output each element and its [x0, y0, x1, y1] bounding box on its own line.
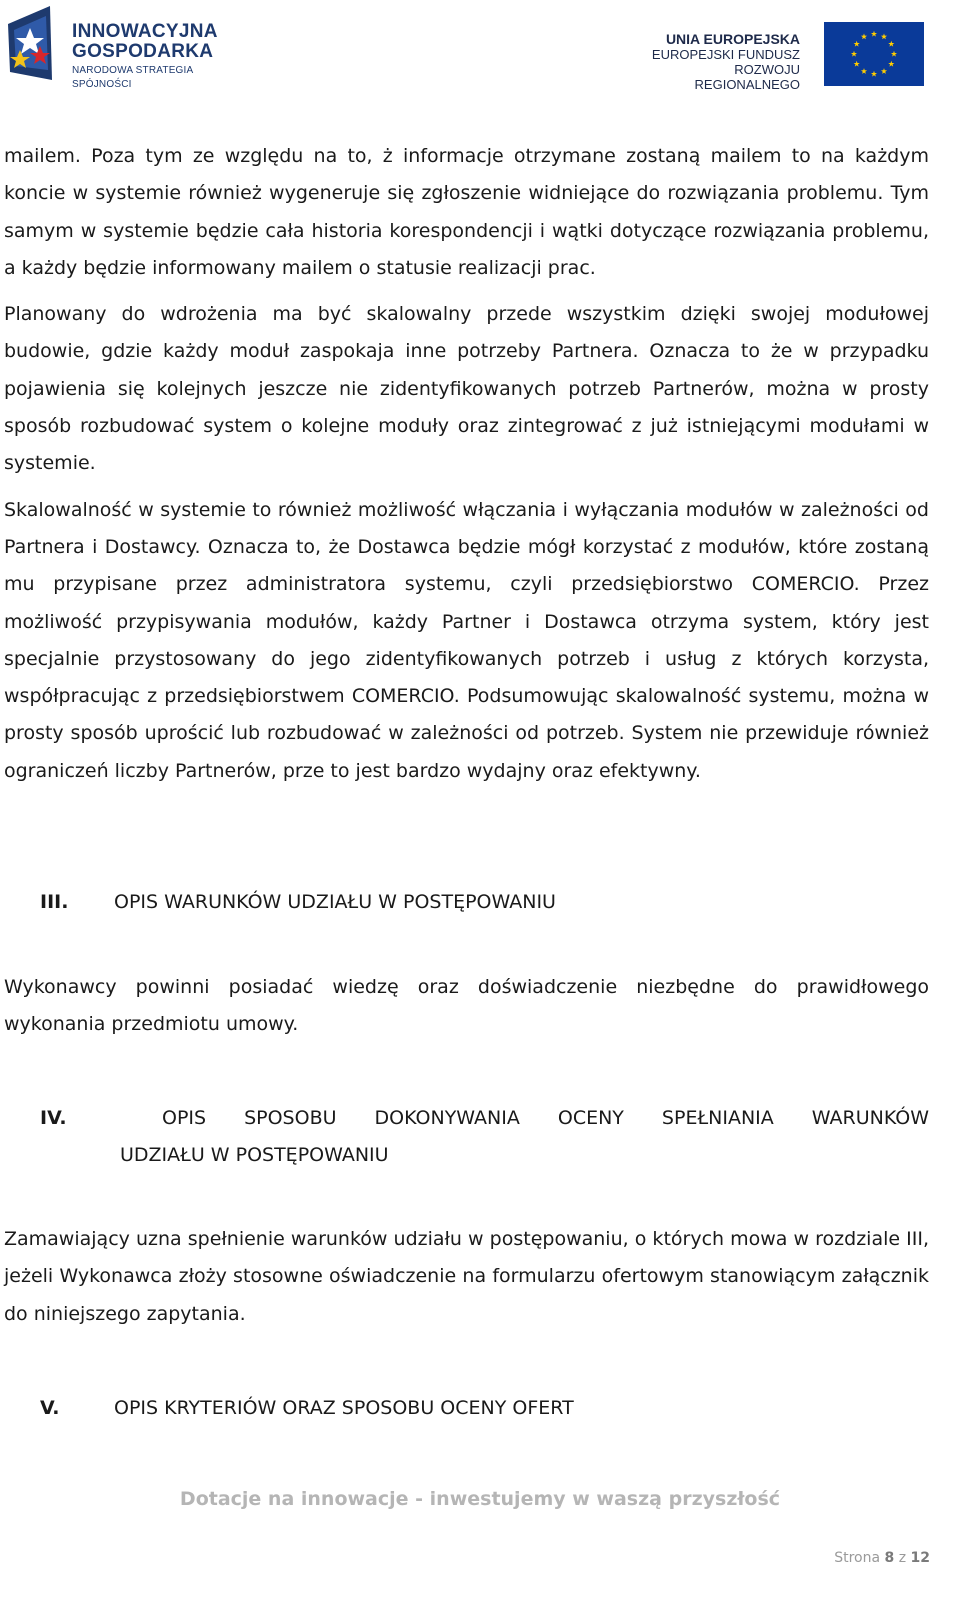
page-number — [834, 1550, 930, 1566]
page-footer — [0, 1488, 960, 1510]
paragraph-5: Zamawiający uzna spełnienie warunków udziału w postępowaniu, o których mowa w rozdziale III, jeżeli Wykonawca złoży stosowne oświadczenie na formularzu ofertowym stanowiącym załącznik do niniejszego zapytania. — [4, 1228, 929, 1325]
star-emblem-icon — [6, 6, 66, 86]
logo-right-line1: UNIA EUROPEJSKA — [665, 31, 800, 47]
section-title-line2: UDZIAŁU W POSTĘPOWANIU — [120, 1144, 389, 1166]
footer-slogan: Dotacje na innowacje - inwestujemy w waszą przyszłość — [179, 1488, 781, 1510]
document-body — [4, 138, 929, 799]
logo-right-line3: ROZWOJU REGIONALNEGO — [694, 62, 800, 92]
section-title-line1: OPIS SPOSOBU DOKONYWANIA OCENY SPEŁNIANIA WARUNKÓW — [162, 1107, 929, 1129]
paragraph-1: mailem. Poza tym ze względu na to, ż informacje otrzymane zostaną mailem to na każdym koncie w systemie również wygeneruje się zgłoszenie widniejące do rozwiązania problemu. Tym samym w systemie będzie cała historia korespondencji i wątki dotyczące rozwiązania problemu, a każdy będzie informowany mailem o statusie realizacji prac. — [4, 145, 929, 279]
page-label: Strona — [834, 1550, 881, 1566]
paragraph-3: Skalowalność w systemie to również możliwość włączania i wyłączania modułów w zależności od Partnera i Dostawcy. Oznacza to, że Dostawca będzie mógł korzystać z modułów, które zostaną mu przypisane przez administratora systemu, czyli przedsiębiorstwo COMERCIO. Przez możliwość przypisywania modułów, każdy Partner i Dostawca otrzyma system, który jest specjalnie przystosowany do jego zidentyfikowanych potrzeb i usług z których korzysta, współpracując z przedsiębiorstwem COMERCIO. Podsumowując skalowalność systemu, można w prosty sposób uprościć lub rozbudować w zależności od potrzeb. System nie przewiduje również ograniczeń liczby Partnerów, prze to jest bardzo wydajny oraz efektywny. — [4, 498, 929, 782]
logo-left-line1: INNOWACYJNA — [72, 21, 218, 42]
section-number: III. — [40, 891, 69, 913]
unia-europejska-logo — [640, 22, 960, 92]
logo-left-line2: GOSPODARKA — [72, 41, 214, 62]
section-heading-3 — [4, 884, 929, 921]
eu-flag-icon — [824, 22, 924, 86]
logo-left-line3: NARODOWA STRATEGIA SPÓJNOŚCI — [72, 65, 193, 90]
section-title: OPIS KRYTERIÓW ORAZ SPOSOBU OCENY OFERT — [114, 1397, 574, 1419]
page-separator: z — [898, 1550, 907, 1566]
section-heading-5 — [4, 1390, 929, 1427]
section-number: IV. — [40, 1107, 67, 1129]
logo-right-line2: EUROPEJSKI FUNDUSZ — [651, 47, 800, 62]
section-title: OPIS WARUNKÓW UDZIAŁU W POSTĘPOWANIU — [114, 891, 556, 913]
page-header — [0, 0, 960, 100]
paragraph-4: Wykonawcy powinni posiadać wiedzę oraz doświadczenie niezbędne do prawidłowego wykonania przedmiotu umowy. — [4, 976, 929, 1036]
page-total: 12 — [910, 1550, 930, 1566]
section-number: V. — [40, 1397, 60, 1419]
innowacyjna-gospodarka-logo — [6, 6, 246, 90]
page-current: 8 — [884, 1550, 895, 1566]
paragraph-2: Planowany do wdrożenia ma być skalowalny przede wszystkim dzięki swojej modułowej budowie, gdzie każdy moduł zaspokaja inne potrzeby Partnera. Oznacza to że w przypadku pojawienia się kolejnych jeszcze nie zidentyfikowanych potrzeb Partnerów, można w prosty sposób rozbudować system o kolejne moduły oraz zintegrować z już istniejącymi modułami w systemie. — [4, 303, 929, 475]
section-heading-4 — [4, 1100, 929, 1174]
